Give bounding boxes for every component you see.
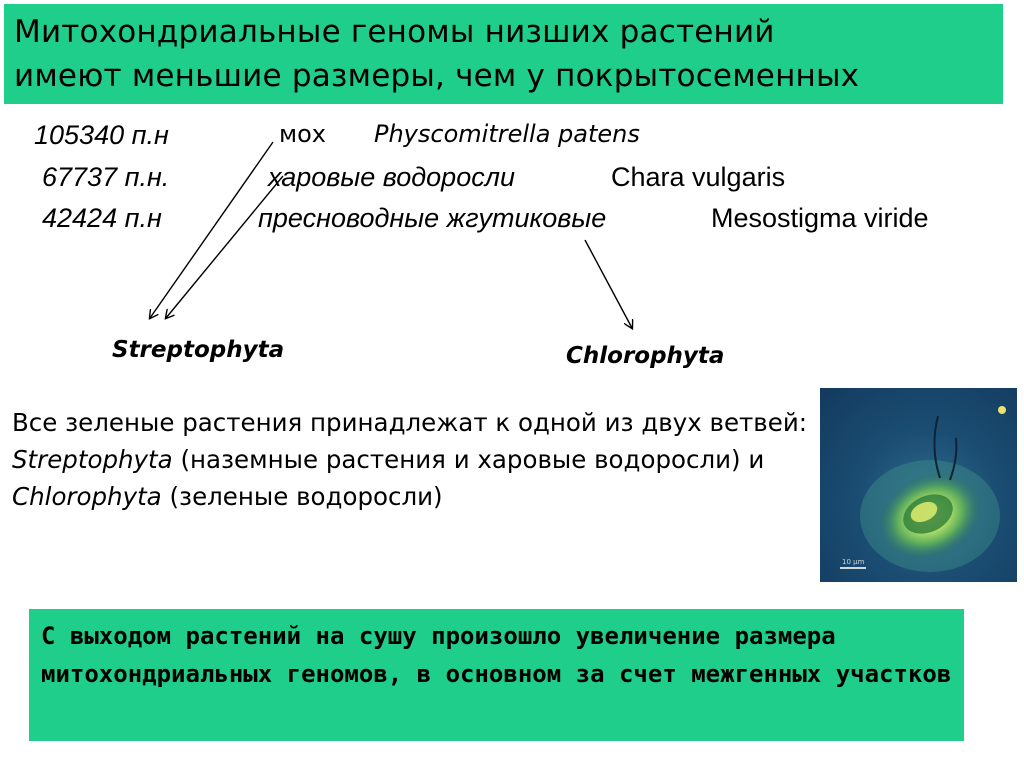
title-line-1: Митохондриальные геномы низших растений <box>14 14 775 50</box>
para-chlorophyta: Chlorophyta <box>12 482 162 511</box>
genome-size-2: 67737 п.н. <box>42 162 170 192</box>
description-paragraph <box>12 404 820 515</box>
para-text-1: Все зеленые растения принадлежат к одной из двух ветвей: <box>12 408 807 437</box>
arrow-mesostigma-to-chlorophyta <box>585 240 632 328</box>
clade-streptophyta: Streptophyta <box>112 337 285 363</box>
genome-group-3: пресноводные жгутиковые <box>258 203 607 233</box>
genome-size-3: 42424 п.н <box>42 203 162 233</box>
scale-label: 10 μm <box>842 558 865 566</box>
arrow-moss-to-streptophyta <box>150 142 273 318</box>
para-streptophyta: Streptophyta <box>12 445 173 474</box>
genome-size-1: 105340 п.н <box>34 120 169 150</box>
para-text-3: (зеленые водоросли) <box>161 482 443 511</box>
para-text-2: (наземные растения и харовые водоросли) и <box>172 445 765 474</box>
genome-species-1: Physcomitrella patens <box>374 120 640 148</box>
conclusion-box <box>29 609 964 741</box>
arrow-chara-to-streptophyta <box>166 176 283 318</box>
genome-species-2: Chara vulgaris <box>611 162 786 192</box>
genome-group-2: харовые водоросли <box>268 162 515 192</box>
alga-cell-drawing <box>820 388 1017 582</box>
title-line-2: имеют меньшие размеры, чем у покрытосеменных <box>14 58 860 94</box>
genome-group-1: мох <box>279 120 326 148</box>
conclusion-text: С выходом растений на сушу произошло увеличение размера митохондриальных геномов, в основном за счет межгенных участков <box>41 622 952 688</box>
green-alga-micrograph <box>820 388 1017 582</box>
genome-species-3: Mesostigma viride <box>711 203 929 233</box>
clade-chlorophyta: Chlorophyta <box>566 343 725 369</box>
